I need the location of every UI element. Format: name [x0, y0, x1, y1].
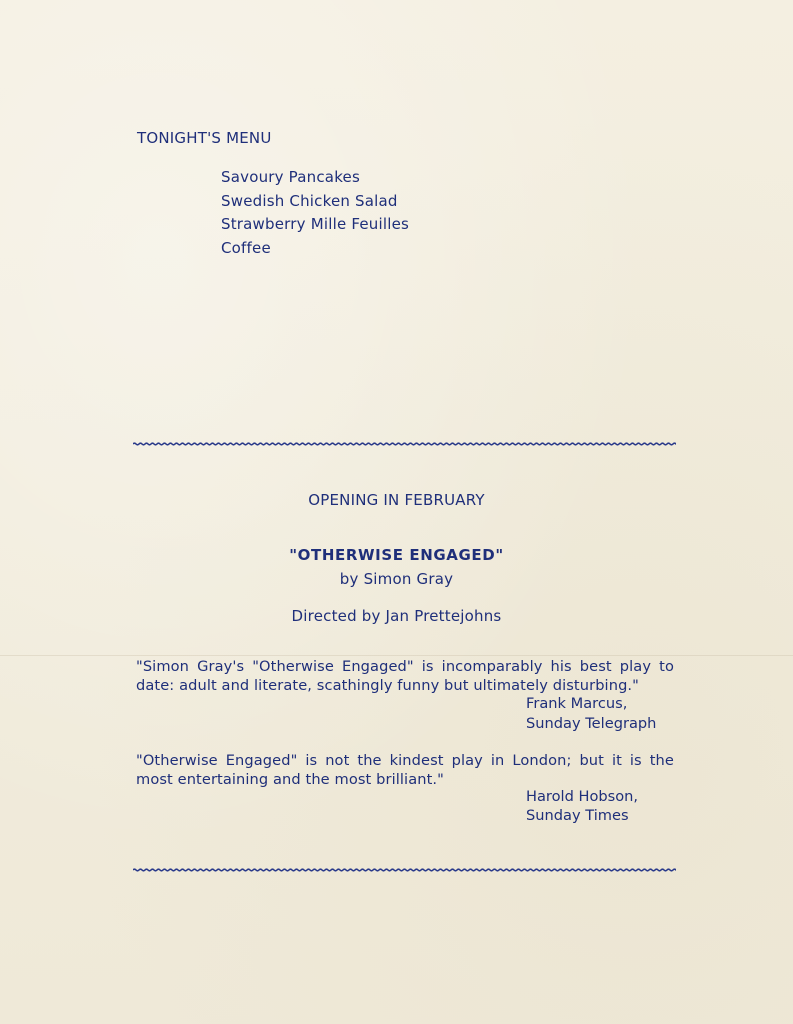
review-publication: Sunday Times: [526, 807, 629, 824]
review-quote: "Otherwise Engaged" is not the kindest play in London; but it is the most entertaining and the most brilliant.": [136, 752, 674, 788]
menu-item: Coffee: [221, 238, 271, 257]
wavy-divider-bottom: [133, 866, 676, 874]
review-quote: "Simon Gray's "Otherwise Engaged" is incomparably his best play to date: adult and literate, scathingly funny but ultimately disturbing.": [136, 658, 674, 694]
paper-fold-line: [0, 655, 793, 656]
opening-heading: OPENING IN FEBRUARY: [308, 491, 485, 509]
play-author: by Simon Gray: [339, 570, 454, 588]
review-critic: Frank Marcus,: [526, 695, 628, 712]
play-director: Directed by Jan Prettejohns: [291, 607, 502, 625]
review-critic: Harold Hobson,: [526, 788, 639, 805]
play-title: "OTHERWISE ENGAGED": [289, 546, 504, 564]
menu-item: Strawberry Mille Feuilles: [221, 215, 410, 233]
menu-item: Swedish Chicken Salad: [221, 191, 398, 210]
menu-list: [221, 166, 409, 260]
wavy-divider-top: [133, 440, 676, 448]
review-publication: Sunday Telegraph: [526, 715, 657, 732]
menu-item: Savoury Pancakes: [221, 168, 360, 186]
menu-title: TONIGHT'S MENU: [137, 129, 272, 147]
